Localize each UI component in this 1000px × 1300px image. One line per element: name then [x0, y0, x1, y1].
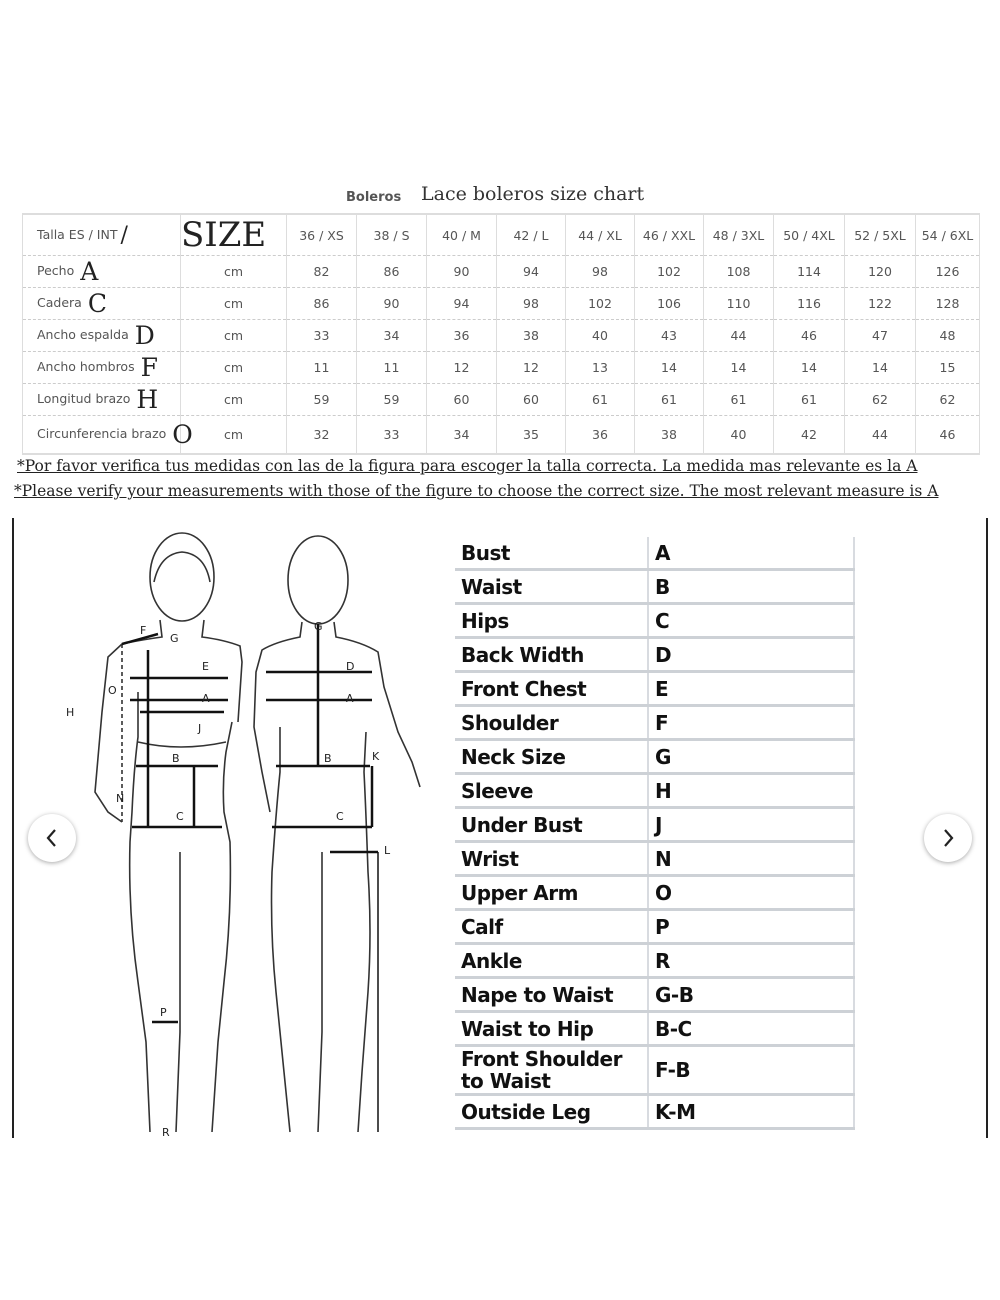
chevron-left-icon	[44, 827, 60, 849]
legend-row	[455, 876, 854, 910]
size-value-cell: 44	[845, 416, 916, 455]
legend-row	[455, 808, 854, 842]
size-value-cell: 46	[774, 320, 845, 352]
legend-code: D	[648, 638, 854, 672]
legend-code: A	[648, 537, 854, 570]
label-back-l: L	[384, 844, 391, 857]
carousel-prev-button[interactable]	[28, 814, 76, 862]
size-value-cell: 34	[427, 416, 497, 455]
size-col: 42 / L	[497, 214, 566, 256]
legend-code: F	[648, 706, 854, 740]
legend-code: B-C	[648, 1012, 854, 1046]
label-back-k: K	[372, 750, 380, 763]
row-label: Ancho hombros	[37, 359, 135, 374]
measurement-legend-table	[455, 537, 855, 1130]
legend-name: Waist to Hip	[455, 1012, 648, 1046]
row-unit: cm	[181, 288, 287, 320]
label-f: F	[140, 624, 147, 637]
row-letter: O	[172, 420, 193, 449]
legend-name: Hips	[455, 604, 648, 638]
size-row	[23, 320, 980, 352]
size-value-cell: 116	[774, 288, 845, 320]
legend-name: Outside Leg	[455, 1095, 648, 1129]
size-value-cell: 14	[774, 352, 845, 384]
size-value-cell: 40	[704, 416, 774, 455]
size-value-cell: 61	[635, 384, 704, 416]
row-label-cell	[23, 288, 181, 320]
size-value-cell: 14	[845, 352, 916, 384]
size-value-cell: 60	[427, 384, 497, 416]
legend-code: G-B	[648, 978, 854, 1012]
size-value-cell: 61	[566, 384, 635, 416]
size-value-cell: 46	[916, 416, 980, 455]
size-value-cell: 12	[427, 352, 497, 384]
label-n: N	[116, 792, 125, 805]
legend-code: C	[648, 604, 854, 638]
chevron-right-icon	[940, 827, 956, 849]
label-j: J	[198, 722, 202, 735]
legend-name: Calf	[455, 910, 648, 944]
size-value-cell: 98	[566, 256, 635, 288]
size-value-cell: 122	[845, 288, 916, 320]
size-row	[23, 416, 980, 455]
label-b: B	[172, 752, 180, 765]
legend-name: Sleeve	[455, 774, 648, 808]
legend-row	[455, 944, 854, 978]
size-col: 38 / S	[357, 214, 427, 256]
size-header-big: SIZE	[181, 215, 267, 255]
size-col: 36 / XS	[287, 214, 357, 256]
row-letter: H	[136, 385, 159, 414]
size-value-cell: 61	[774, 384, 845, 416]
size-value-cell: 108	[704, 256, 774, 288]
size-value-cell: 94	[497, 256, 566, 288]
row-letter: C	[87, 289, 107, 318]
legend-name: Front Shoulder to Waist	[455, 1046, 648, 1095]
label-p: P	[160, 1006, 167, 1019]
chart-title: Lace boleros size chart	[421, 183, 645, 205]
legend-row	[455, 1046, 854, 1095]
size-value-cell: 90	[357, 288, 427, 320]
row-unit: cm	[181, 320, 287, 352]
size-value-cell: 86	[357, 256, 427, 288]
size-value-cell: 114	[774, 256, 845, 288]
size-col: 48 / 3XL	[704, 214, 774, 256]
size-row	[23, 288, 980, 320]
legend-row	[455, 570, 854, 604]
size-value-cell: 36	[566, 416, 635, 455]
size-value-cell: 106	[635, 288, 704, 320]
legend-code: N	[648, 842, 854, 876]
size-value-cell: 61	[704, 384, 774, 416]
label-h: H	[66, 706, 75, 719]
size-col: 52 / 5XL	[845, 214, 916, 256]
size-header-label: Talla ES / INT	[37, 226, 118, 242]
note-es: *Por favor verifica tus medidas con las de la figura para escoger la talla correcta. La medida mas relevante es la A	[17, 457, 918, 475]
image-frame-right	[986, 518, 988, 1138]
size-col: 40 / M	[427, 214, 497, 256]
figure-letter-labels	[66, 620, 391, 1139]
size-value-cell: 102	[635, 256, 704, 288]
legend-name: Neck Size	[455, 740, 648, 774]
row-label: Circunferencia brazo	[37, 426, 167, 441]
size-value-cell: 110	[704, 288, 774, 320]
row-letter: D	[134, 321, 155, 350]
legend-code: R	[648, 944, 854, 978]
size-header-slash: /	[120, 222, 128, 248]
label-back-g: G	[314, 620, 323, 633]
size-value-cell: 36	[427, 320, 497, 352]
size-value-cell: 43	[635, 320, 704, 352]
legend-code: E	[648, 672, 854, 706]
legend-name: Bust	[455, 537, 648, 570]
size-value-cell: 38	[497, 320, 566, 352]
legend-name: Back Width	[455, 638, 648, 672]
legend-code: H	[648, 774, 854, 808]
label-e: E	[202, 660, 209, 673]
size-header-row	[23, 214, 980, 256]
size-row	[23, 256, 980, 288]
note-en: *Please verify your measurements with those of the figure to choose the correct size. The most relevant measure is A	[14, 482, 939, 500]
label-back-b: B	[324, 752, 332, 765]
legend-name: Shoulder	[455, 706, 648, 740]
size-value-cell: 38	[635, 416, 704, 455]
size-value-cell: 40	[566, 320, 635, 352]
carousel-next-button[interactable]	[924, 814, 972, 862]
row-label: Longitud brazo	[37, 391, 131, 406]
label-c: C	[176, 810, 184, 823]
size-value-cell: 48	[916, 320, 980, 352]
size-value-cell: 90	[427, 256, 497, 288]
size-value-cell: 59	[287, 384, 357, 416]
row-label-cell	[23, 416, 193, 455]
size-value-cell: 14	[635, 352, 704, 384]
legend-row	[455, 1012, 854, 1046]
size-value-cell: 62	[916, 384, 980, 416]
size-row	[23, 352, 980, 384]
legend-code: J	[648, 808, 854, 842]
size-table	[22, 213, 980, 455]
size-header-label-cell	[23, 214, 181, 256]
size-value-cell: 86	[287, 288, 357, 320]
row-label-cell	[23, 352, 181, 384]
chart-header	[0, 182, 1000, 208]
legend-code: B	[648, 570, 854, 604]
measurement-image	[0, 512, 1000, 1140]
size-row	[23, 384, 980, 416]
size-value-cell: 15	[916, 352, 980, 384]
size-value-cell: 12	[497, 352, 566, 384]
size-value-cell: 82	[287, 256, 357, 288]
legend-name: Waist	[455, 570, 648, 604]
legend-row	[455, 842, 854, 876]
legend-code: K-M	[648, 1095, 854, 1129]
legend-row	[455, 910, 854, 944]
legend-row	[455, 1095, 854, 1129]
row-unit: cm	[181, 256, 287, 288]
row-label-cell	[23, 320, 181, 352]
legend-name: Under Bust	[455, 808, 648, 842]
legend-code: F-B	[648, 1046, 854, 1095]
size-col: 44 / XL	[566, 214, 635, 256]
size-value-cell: 94	[427, 288, 497, 320]
legend-row	[455, 604, 854, 638]
size-value-cell: 42	[774, 416, 845, 455]
row-label: Pecho	[37, 263, 75, 278]
row-letter: A	[80, 257, 99, 286]
brand-label: Boleros	[346, 190, 402, 205]
size-header-big-cell	[181, 214, 287, 256]
size-value-cell: 34	[357, 320, 427, 352]
legend-code: P	[648, 910, 854, 944]
back-figure	[254, 536, 420, 1132]
row-unit: cm	[181, 384, 287, 416]
size-value-cell: 62	[845, 384, 916, 416]
legend-row	[455, 706, 854, 740]
label-o: O	[108, 684, 117, 697]
legend-name: Wrist	[455, 842, 648, 876]
size-value-cell: 33	[287, 320, 357, 352]
row-label-cell	[23, 256, 181, 288]
label-back-d: D	[346, 660, 355, 673]
legend-row	[455, 638, 854, 672]
legend-code: G	[648, 740, 854, 774]
size-value-cell: 33	[357, 416, 427, 455]
size-value-cell: 126	[916, 256, 980, 288]
legend-name: Upper Arm	[455, 876, 648, 910]
legend-row	[455, 740, 854, 774]
label-back-c: C	[336, 810, 344, 823]
size-col: 54 / 6XL	[916, 214, 980, 256]
legend-name: Front Chest	[455, 672, 648, 706]
size-value-cell: 35	[497, 416, 566, 455]
size-col: 50 / 4XL	[774, 214, 845, 256]
size-value-cell: 14	[704, 352, 774, 384]
row-label-cell	[23, 384, 181, 416]
size-value-cell: 32	[287, 416, 357, 455]
label-g: G	[170, 632, 179, 645]
size-value-cell: 11	[287, 352, 357, 384]
legend-name: Ankle	[455, 944, 648, 978]
legend-row	[455, 537, 854, 570]
legend-row	[455, 672, 854, 706]
row-unit: cm	[181, 416, 287, 455]
label-a: A	[202, 692, 210, 705]
row-label: Ancho espalda	[37, 327, 129, 342]
row-letter: F	[140, 353, 158, 382]
size-value-cell: 47	[845, 320, 916, 352]
size-value-cell: 59	[357, 384, 427, 416]
legend-row	[455, 978, 854, 1012]
front-figure	[95, 533, 242, 1132]
row-unit: cm	[181, 352, 287, 384]
size-value-cell: 11	[357, 352, 427, 384]
legend-row	[455, 774, 854, 808]
size-value-cell: 128	[916, 288, 980, 320]
size-value-cell: 98	[497, 288, 566, 320]
row-label: Cadera	[37, 295, 82, 310]
size-col: 46 / XXL	[635, 214, 704, 256]
size-value-cell: 60	[497, 384, 566, 416]
label-r: R	[162, 1126, 170, 1139]
legend-code: O	[648, 876, 854, 910]
size-value-cell: 120	[845, 256, 916, 288]
size-value-cell: 13	[566, 352, 635, 384]
label-back-a: A	[346, 692, 354, 705]
legend-name: Nape to Waist	[455, 978, 648, 1012]
size-value-cell: 102	[566, 288, 635, 320]
size-value-cell: 44	[704, 320, 774, 352]
